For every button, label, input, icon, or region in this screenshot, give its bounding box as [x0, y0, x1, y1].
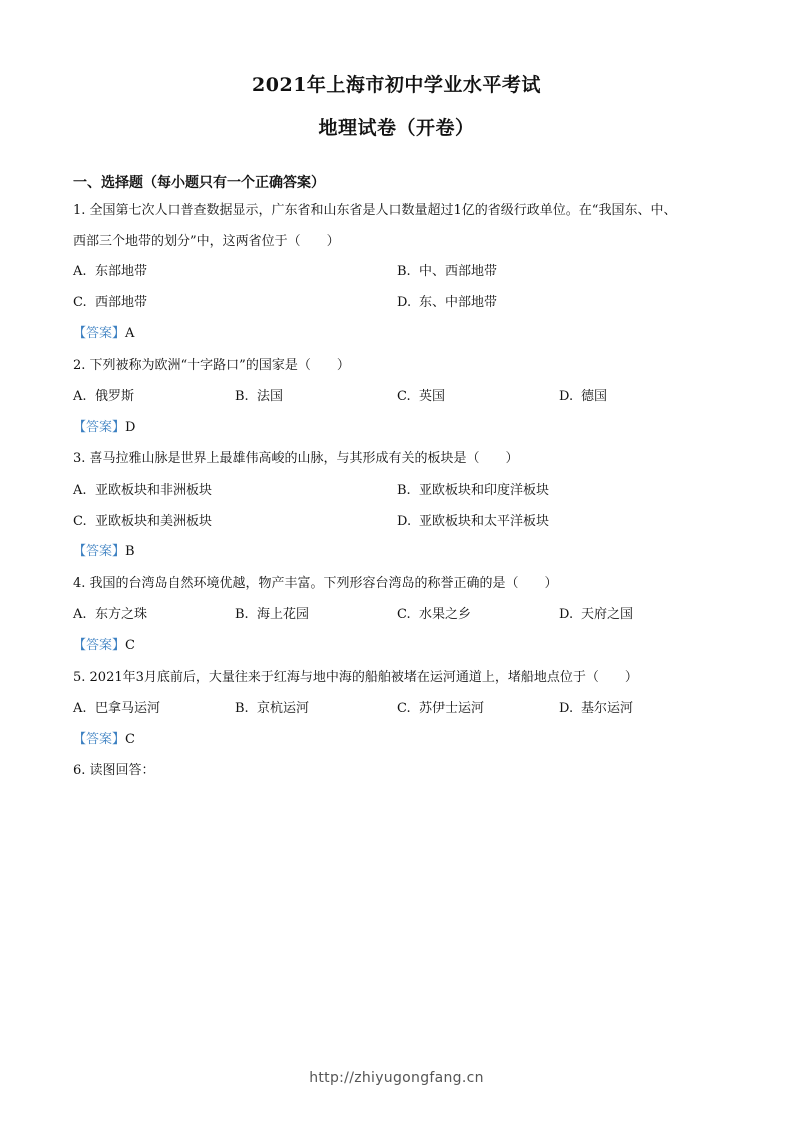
option-text: 法国 [257, 389, 284, 404]
question-2-option-c [397, 388, 445, 406]
option-text: 京杭运河 [257, 701, 310, 716]
question-4-option-b [235, 606, 309, 624]
option-letter: B. [235, 701, 249, 716]
question-4-stem: 4. 我国的台湾岛自然环境优越，物产丰富。下列形容台湾岛的称誉正确的是（ ） [73, 576, 558, 591]
option-letter: B. [397, 264, 411, 279]
option-letter: C. [73, 295, 87, 310]
option-text: 海上花园 [257, 607, 310, 622]
answer-tag: 【答案】 [73, 732, 126, 747]
option-letter: C. [73, 514, 87, 529]
option-text: 德国 [581, 389, 608, 404]
option-text: 亚欧板块和美洲板块 [95, 514, 213, 529]
page-subtitle: 地理试卷（开卷） [318, 117, 475, 139]
question-5-option-d [559, 700, 633, 718]
option-text: 东方之珠 [95, 607, 148, 622]
option-letter: A. [73, 607, 87, 622]
question-3-option-d [397, 513, 549, 531]
question-1-option-a [73, 263, 147, 281]
answer-tag: 【答案】 [73, 420, 126, 435]
option-letter: C. [397, 389, 411, 404]
question-4-option-c [397, 606, 471, 624]
option-text: 水果之乡 [419, 607, 472, 622]
question-5-option-c [397, 700, 484, 718]
option-letter: B. [397, 483, 411, 498]
option-letter: C. [397, 701, 411, 716]
answer-value: D [125, 420, 136, 435]
footer-url[interactable]: http://zhiyugongfang.cn [309, 1070, 484, 1086]
question-3-option-a [73, 482, 212, 500]
question-3-option-b [397, 482, 549, 500]
section-heading: 一、选择题（每小题只有一个正确答案） [73, 175, 325, 191]
option-text: 亚欧板块和太平洋板块 [419, 514, 550, 529]
answer-tag: 【答案】 [73, 638, 126, 653]
question-4-option-d [559, 606, 633, 624]
question-2-answer [73, 419, 135, 437]
option-text: 巴拿马运河 [95, 701, 161, 716]
question-1-option-c [73, 294, 147, 312]
option-letter: A. [73, 701, 87, 716]
question-3-answer [73, 543, 135, 561]
page-title: 2021年上海市初中学业水平考试 [252, 74, 541, 96]
option-text: 俄罗斯 [95, 389, 135, 404]
question-2-option-a [73, 388, 134, 406]
option-letter: D. [397, 295, 412, 310]
question-5-option-a [73, 700, 160, 718]
option-letter: D. [559, 701, 574, 716]
question-1-option-d [397, 294, 497, 312]
question-5-option-b [235, 700, 309, 718]
option-text: 东部地带 [95, 264, 148, 279]
question-3-stem: 3. 喜马拉雅山脉是世界上最雄伟高峻的山脉，与其形成有关的板块是（ ） [73, 451, 519, 466]
option-text: 西部地带 [95, 295, 148, 310]
option-letter: B. [235, 607, 249, 622]
option-letter: D. [559, 389, 574, 404]
option-text: 亚欧板块和印度洋板块 [419, 483, 550, 498]
option-letter: A. [73, 483, 87, 498]
question-1-option-b [397, 263, 497, 281]
question-5-answer [73, 731, 135, 749]
question-3-option-c [73, 513, 212, 531]
question-2-option-b [235, 388, 283, 406]
option-letter: B. [235, 389, 249, 404]
answer-value: B [125, 544, 135, 559]
option-text: 亚欧板块和非洲板块 [95, 483, 213, 498]
answer-tag: 【答案】 [73, 544, 126, 559]
answer-value: A [125, 326, 135, 341]
option-letter: A. [73, 264, 87, 279]
question-2-option-d [559, 388, 607, 406]
option-text: 苏伊士运河 [419, 701, 485, 716]
option-text: 基尔运河 [581, 701, 634, 716]
question-2-stem: 2. 下列被称为欧洲“十字路口”的国家是（ ） [73, 358, 350, 373]
option-text: 英国 [419, 389, 446, 404]
option-text: 中、西部地带 [419, 264, 498, 279]
question-6-stem: 6. 读图回答： [73, 763, 155, 778]
question-1-answer [73, 325, 134, 343]
question-4-answer [73, 637, 135, 655]
option-letter: D. [397, 514, 412, 529]
answer-value: C [125, 638, 135, 653]
question-1-stem-line-2: 西部三个地带的划分”中，这两省位于（ ） [73, 234, 340, 249]
option-letter: A. [73, 389, 87, 404]
option-text: 东、中部地带 [419, 295, 498, 310]
option-text: 天府之国 [581, 607, 634, 622]
question-5-stem: 5. 2021年3月底前后，大量往来于红海与地中海的船舶被堵在运河通道上，堵船地点位于（ ） [73, 670, 638, 685]
option-letter: D. [559, 607, 574, 622]
question-4-option-a [73, 606, 147, 624]
answer-tag: 【答案】 [73, 326, 126, 341]
option-letter: C. [397, 607, 411, 622]
question-1-stem-line-1: 1. 全国第七次人口普查数据显示，广东省和山东省是人口数量超过1亿的省级行政单位。在“我国东、中、 [73, 203, 677, 218]
answer-value: C [125, 732, 135, 747]
